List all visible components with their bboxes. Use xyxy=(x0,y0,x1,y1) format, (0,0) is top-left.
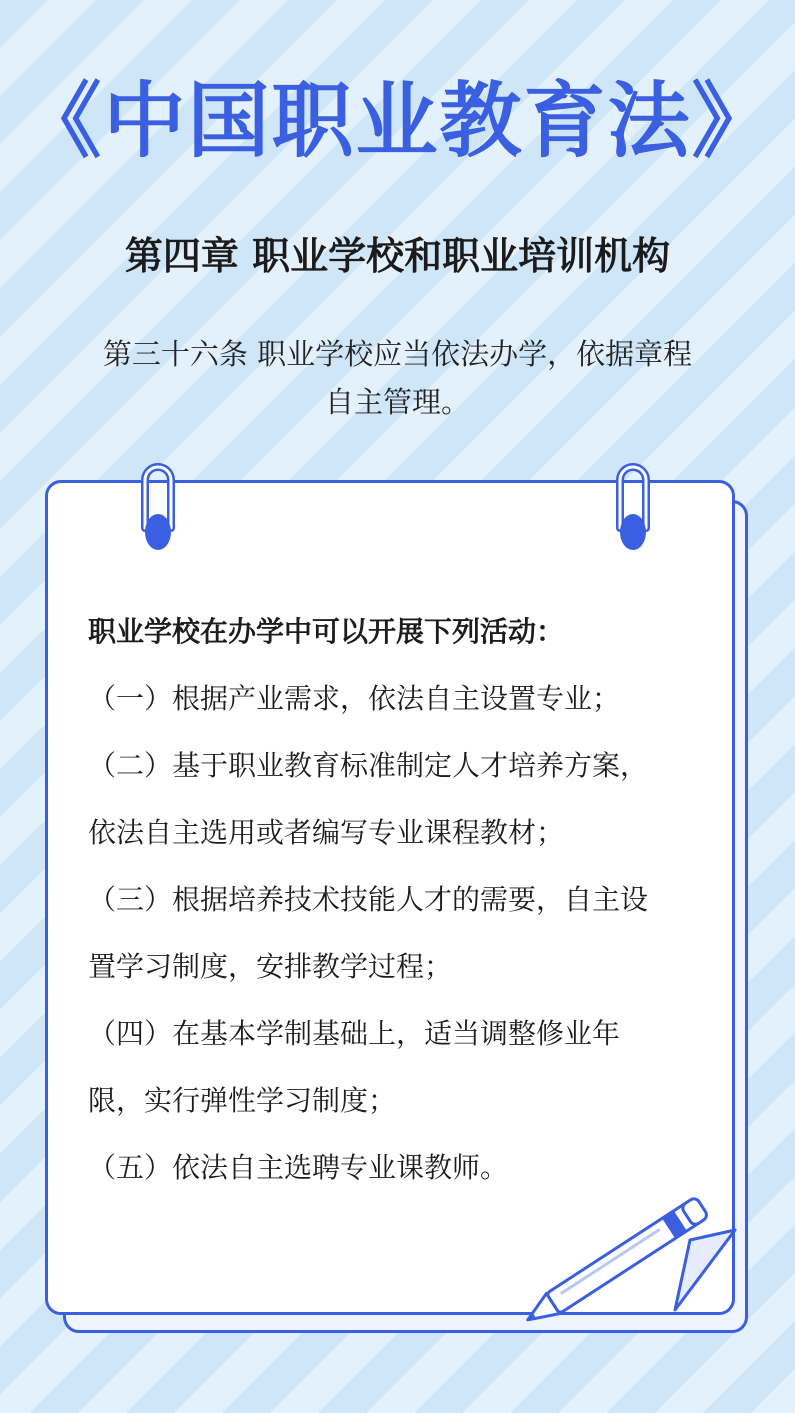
pen-icon xyxy=(500,1170,750,1330)
content-line: （一）根据产业需求，依法自主设置专业； xyxy=(88,682,621,715)
content-line: 依法自主选用或者编写专业课程教材； xyxy=(88,816,565,849)
binder-ring-icon xyxy=(123,450,193,560)
content-line: （五）依法自主选聘专业课教师。 xyxy=(88,1151,509,1184)
binder-ring-icon xyxy=(598,450,668,560)
content-line: （二）基于职业教育标准制定人才培养方案， xyxy=(88,749,649,782)
page-title: 《中国职业教育法》 xyxy=(19,74,776,169)
content-lead: 职业学校在办学中可以开展下列活动： xyxy=(88,615,565,648)
article-text xyxy=(70,330,725,426)
content-line: 置学习制度，安排教学过程； xyxy=(88,950,453,983)
card-content xyxy=(88,598,708,1201)
content-line: （三）根据培养技术技能人才的需要，自主设 xyxy=(88,883,649,916)
content-line: （四）在基本学制基础上，适当调整修业年 xyxy=(88,1017,621,1050)
article-line-1: 第三十六条 职业学校应当依法办学，依据章程 xyxy=(102,337,693,371)
chapter-heading: 第四章 职业学校和职业培训机构 xyxy=(124,234,671,278)
article-line-2: 自主管理。 xyxy=(324,385,470,419)
content-line: 限，实行弹性学习制度； xyxy=(88,1084,397,1117)
